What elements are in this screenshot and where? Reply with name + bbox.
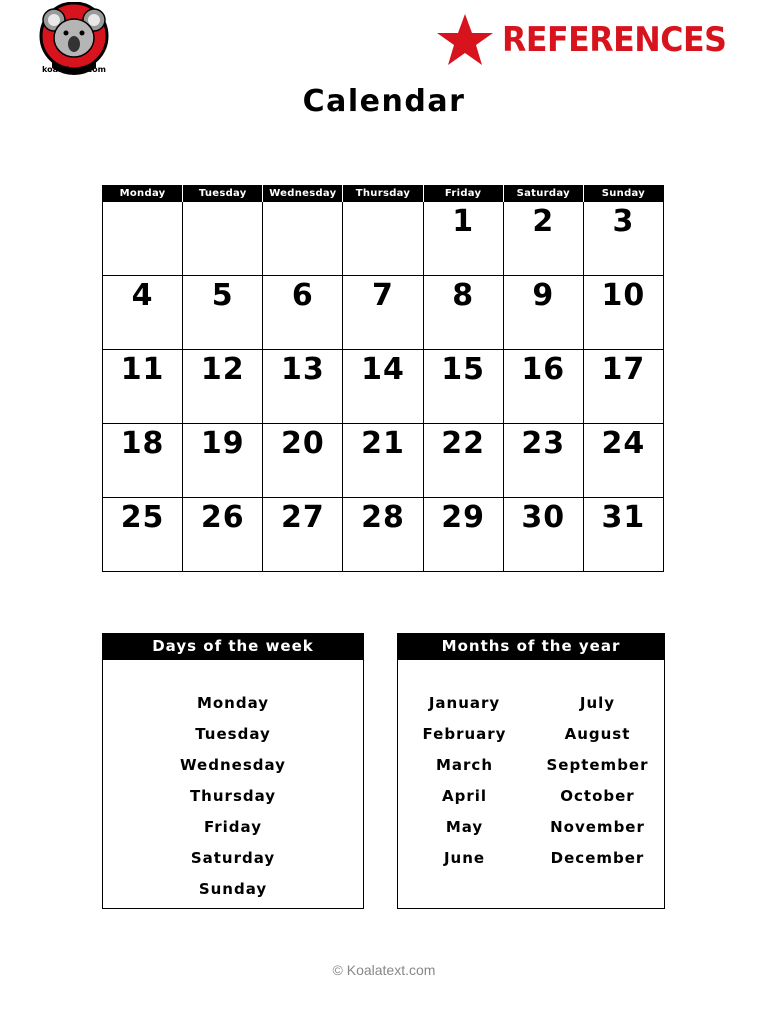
day-cell [183,350,263,424]
day-number: 5 [211,278,234,313]
list-item: Sunday [198,880,268,898]
footer-copyright: © Koalatext.com [332,962,436,978]
day-cell [583,276,663,350]
list-item: October [560,787,635,805]
list-item: July [579,694,616,712]
day-number: 2 [532,204,555,239]
list-item: Friday [203,818,262,836]
list-item: Wednesday [180,756,286,774]
months-of-year-panel [397,633,665,909]
day-number: 18 [120,426,165,461]
day-cell [183,202,263,276]
day-number: 16 [521,352,566,387]
week-row [103,276,664,350]
day-cell [103,276,183,350]
day-number: 31 [601,500,646,535]
day-cell [583,498,663,572]
days-panel-heading: Days of the week [103,634,363,660]
day-cell [423,202,503,276]
weekday-header: Monday [103,186,183,202]
page-title: Calendar [302,84,466,119]
day-number: 22 [441,426,485,461]
weekday-header: Thursday [343,186,423,202]
weekday-header: Wednesday [263,186,343,202]
list-item: Thursday [189,787,277,805]
week-row [103,350,664,424]
day-cell [183,424,263,498]
week-row [103,424,664,498]
days-of-week-panel [102,633,364,909]
day-cell [103,498,183,572]
day-cell [183,498,263,572]
weekday-header: Tuesday [183,186,263,202]
day-number: 23 [521,426,566,461]
day-cell [343,276,423,350]
months-columns [398,688,664,874]
day-cell [183,276,263,350]
day-cell [263,498,343,572]
day-cell [343,202,423,276]
day-cell [343,498,423,572]
day-cell [503,498,583,572]
list-item: September [546,756,649,774]
day-cell [503,350,583,424]
day-number: 27 [280,500,325,535]
day-number: 17 [601,352,646,387]
list-item: March [435,756,494,774]
day-number: 7 [372,278,394,313]
list-item: February [422,725,507,743]
day-cell [583,202,663,276]
list-item: January [428,694,501,712]
day-number: 14 [361,352,405,387]
day-cell [583,350,663,424]
day-number: 8 [452,278,475,313]
day-cell [343,424,423,498]
day-cell [263,276,343,350]
day-number: 28 [361,500,405,535]
months-left-column [398,688,531,874]
list-item: April [441,787,488,805]
star-icon [436,13,494,67]
day-number: 20 [280,426,325,461]
list-item: November [550,818,645,836]
references-label: REFERENCES [502,20,727,60]
day-cell [103,202,183,276]
day-cell [503,202,583,276]
day-cell [423,498,503,572]
day-number: 19 [200,426,245,461]
day-number: 10 [601,278,646,313]
week-row [103,498,664,572]
day-number: 21 [361,426,405,461]
day-cell [423,350,503,424]
weekday-header: Sunday [583,186,663,202]
list-item: Saturday [190,849,276,867]
weekday-header-row [103,186,664,202]
day-cell [503,424,583,498]
day-number: 3 [612,204,635,239]
months-right-column [531,688,664,874]
week-row [103,202,664,276]
list-item: Tuesday [195,725,271,743]
day-cell [583,424,663,498]
months-panel-heading: Months of the year [398,634,664,660]
day-cell [423,276,503,350]
days-list [103,688,363,905]
list-item: August [564,725,631,743]
day-number: 30 [521,500,566,535]
logo-text: koalatext.com [42,65,106,74]
weekday-header: Friday [423,186,503,202]
day-cell [103,424,183,498]
calendar-grid [102,185,664,572]
day-number: 6 [291,278,314,313]
list-item: June [443,849,486,867]
weekday-header: Saturday [503,186,583,202]
day-number: 1 [452,204,475,239]
day-number: 15 [441,352,485,387]
day-cell [343,350,423,424]
day-cell [423,424,503,498]
list-item: December [550,849,645,867]
list-item: Monday [196,694,270,712]
day-number: 29 [441,500,485,535]
references-header [436,12,743,68]
day-cell [263,424,343,498]
day-number: 13 [280,352,325,387]
day-number: 25 [120,500,165,535]
day-number: 24 [601,426,646,461]
day-number: 9 [532,278,555,313]
day-cell [103,350,183,424]
day-cell [263,350,343,424]
day-number: 12 [200,352,245,387]
day-number: 11 [120,352,165,387]
day-number: 4 [131,278,154,313]
day-cell [503,276,583,350]
day-cell [263,202,343,276]
day-number: 26 [200,500,245,535]
list-item: May [445,818,484,836]
